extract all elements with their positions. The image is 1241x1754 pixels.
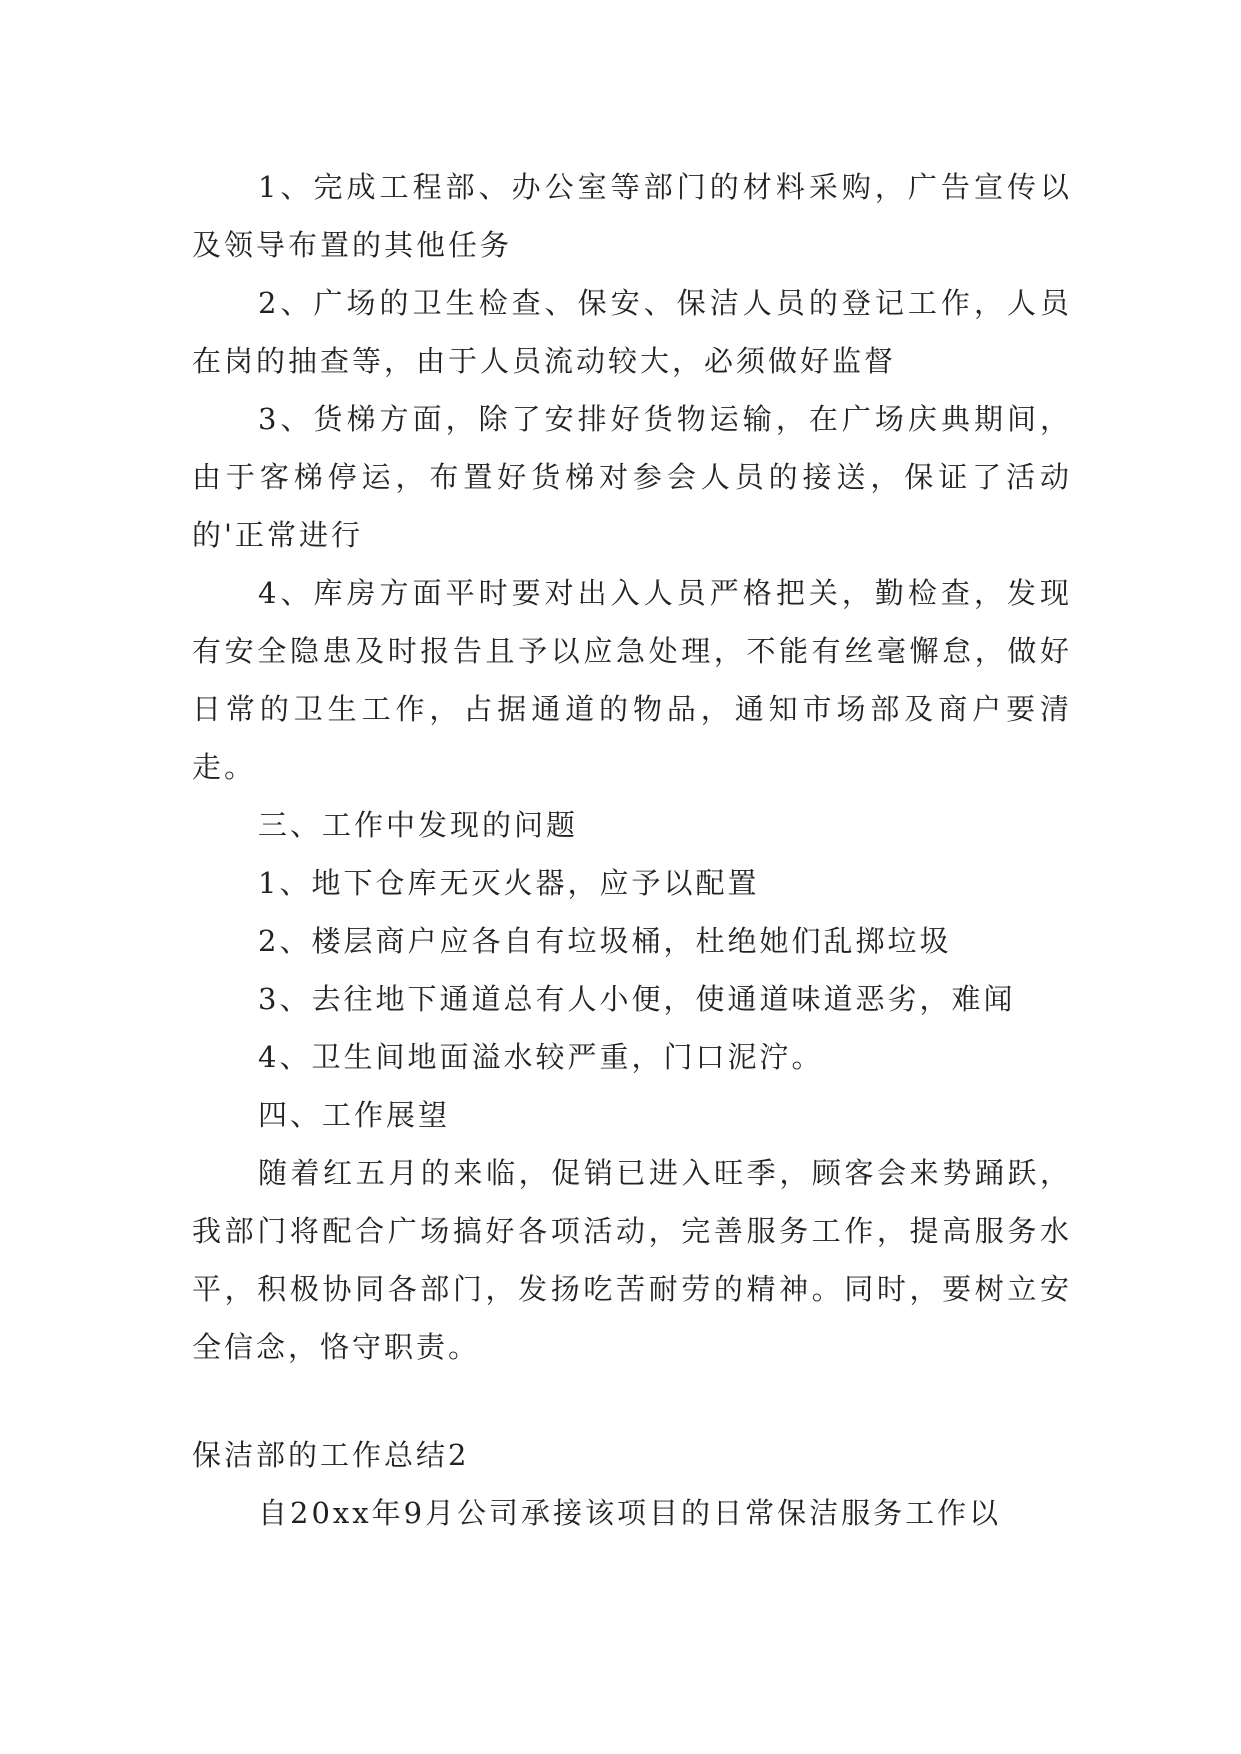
section-two-title: 保洁部的工作总结2 bbox=[192, 1438, 470, 1472]
problem-item-3: 3、去往地下通道总有人小便，使通道味道恶劣，难闻 bbox=[258, 982, 1016, 1016]
outlook-paragraph: 随着红五月的来临，促销已进入旺季，顾客会来势踊跃，我部门将配合广场搞好各项活动，完善服务工作，提高服务水平，积极协同各部门，发扬吃苦耐劳的精神。同时，要树立安全信念，恪守职责。 bbox=[192, 1156, 1072, 1364]
paragraph-item-1: 1、完成工程部、办公室等部门的材料采购，广告宣传以及领导布置的其他任务 bbox=[192, 170, 1072, 262]
section-two bbox=[192, 1426, 1072, 1542]
heading-outlook: 四、工作展望 bbox=[258, 1098, 451, 1132]
paragraph-item-3: 3、货梯方面，除了安排好货物运输，在广场庆典期间，由于客梯停运，布置好货梯对参会人员的接送，保证了活动的'正常进行 bbox=[192, 402, 1072, 552]
paragraph-item-2: 2、广场的卫生检查、保安、保洁人员的登记工作，人员在岗的抽查等，由于人员流动较大，必须做好监督 bbox=[192, 286, 1072, 378]
problem-item-1: 1、地下仓库无灭火器，应予以配置 bbox=[258, 866, 760, 900]
section-one bbox=[192, 158, 1072, 1376]
section-two-paragraph-1: 自20xx年9月公司承接该项目的日常保洁服务工作以 bbox=[258, 1496, 1002, 1530]
paragraph-item-4: 4、库房方面平时要对出入人员严格把关，勤检查，发现有安全隐患及时报告且予以应急处理，不能有丝毫懈怠，做好日常的卫生工作，占据通道的物品，通知市场部及商户要清走。 bbox=[192, 576, 1072, 784]
heading-problems: 三、工作中发现的问题 bbox=[258, 808, 579, 842]
problem-item-4: 4、卫生间地面溢水较严重，门口泥泞。 bbox=[258, 1040, 824, 1074]
problem-item-2: 2、楼层商户应各自有垃圾桶，杜绝她们乱掷垃圾 bbox=[258, 924, 952, 958]
